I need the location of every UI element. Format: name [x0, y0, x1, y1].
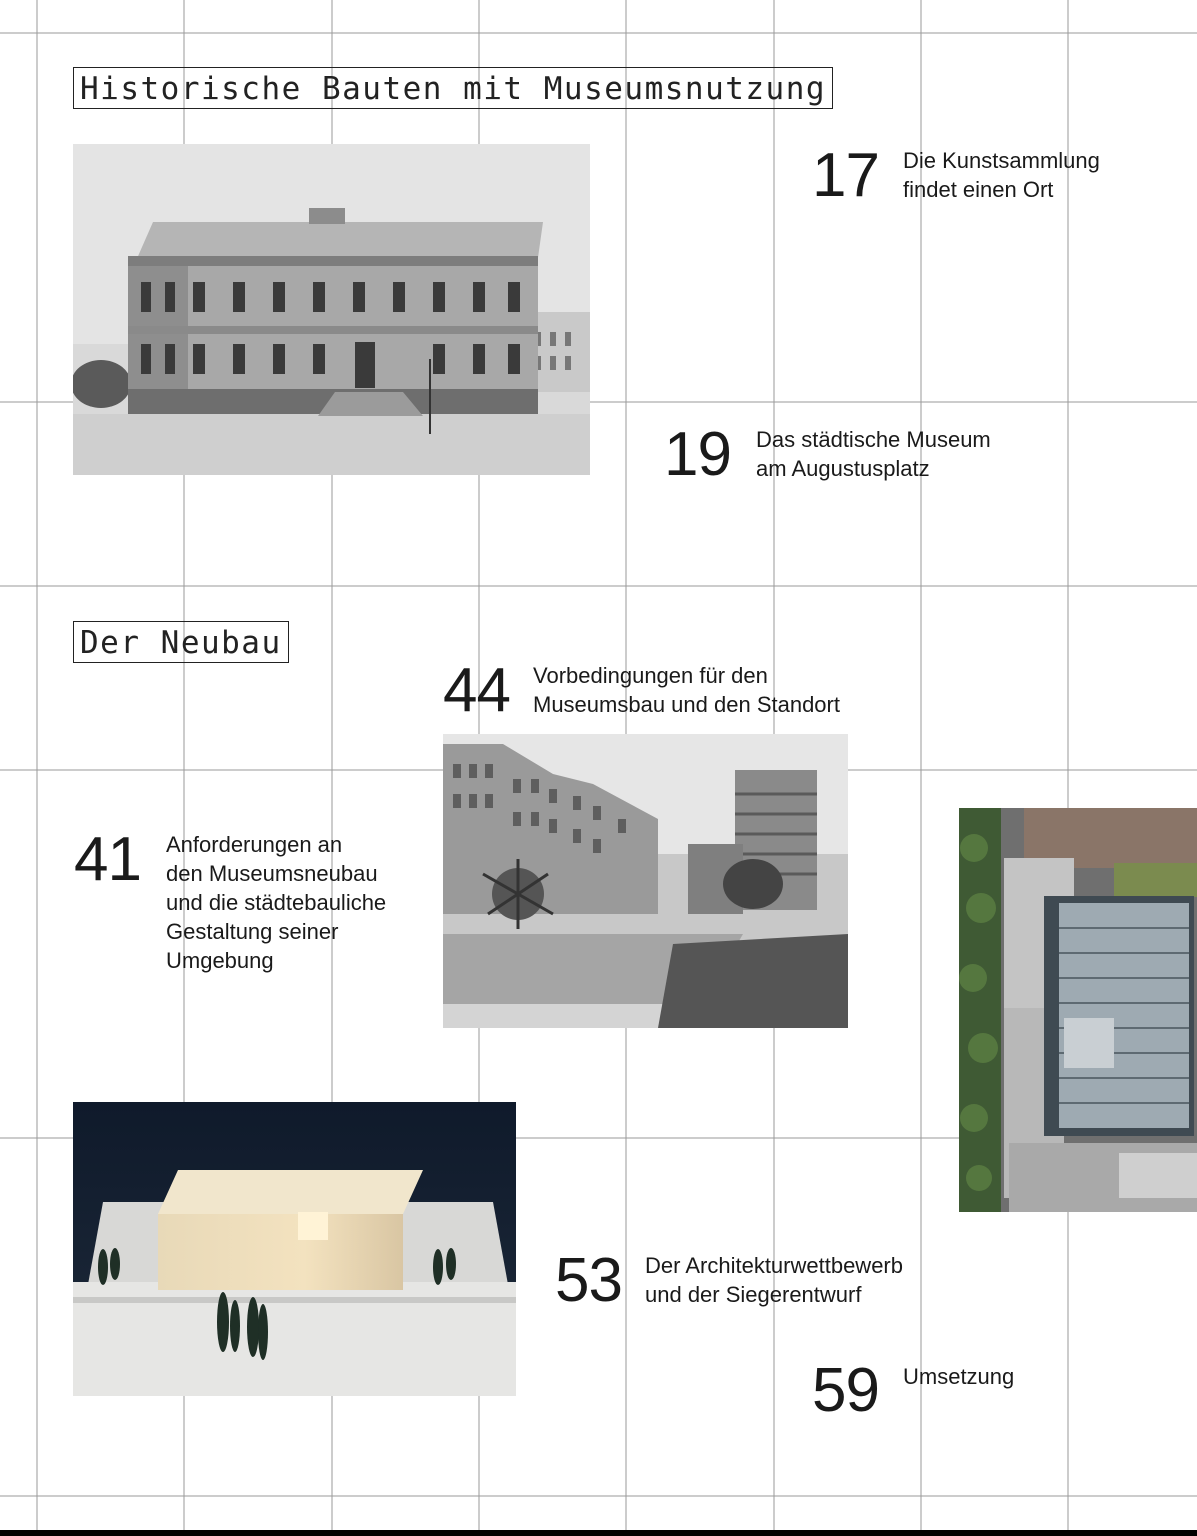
entry-title: Anforderungen an den Museumsneubau und die städtebauliche Gestaltung seiner Umgebung: [166, 832, 387, 973]
photo-aerial-view: [959, 808, 1197, 1212]
section-title-historic: Historische Bauten mit Museumsnutzung: [73, 67, 833, 109]
page-number: 44: [443, 656, 510, 725]
entry-title: Der Architekturwettbewerb und der Siegerentwurf: [645, 1253, 903, 1307]
page-number: 17: [812, 141, 879, 210]
entry-title: Vorbedingungen für den Museumsbau und den Standort: [533, 663, 840, 717]
entry-title: Das städtische Museum am Augustusplatz: [756, 427, 991, 481]
photo-architectural-model: [73, 1102, 516, 1396]
page-number: 41: [74, 825, 141, 894]
page-number: 59: [812, 1356, 879, 1425]
entry-title: Umsetzung: [903, 1364, 1015, 1389]
section-title-new-building: Der Neubau: [73, 621, 289, 663]
page-number: 19: [664, 420, 731, 489]
photo-square-fountain: [443, 734, 848, 1028]
bottom-border: [0, 1530, 1197, 1536]
photo-historic-museum: [73, 144, 590, 475]
entry-title: Die Kunstsammlung findet einen Ort: [903, 148, 1100, 202]
page-number: 53: [555, 1246, 622, 1315]
